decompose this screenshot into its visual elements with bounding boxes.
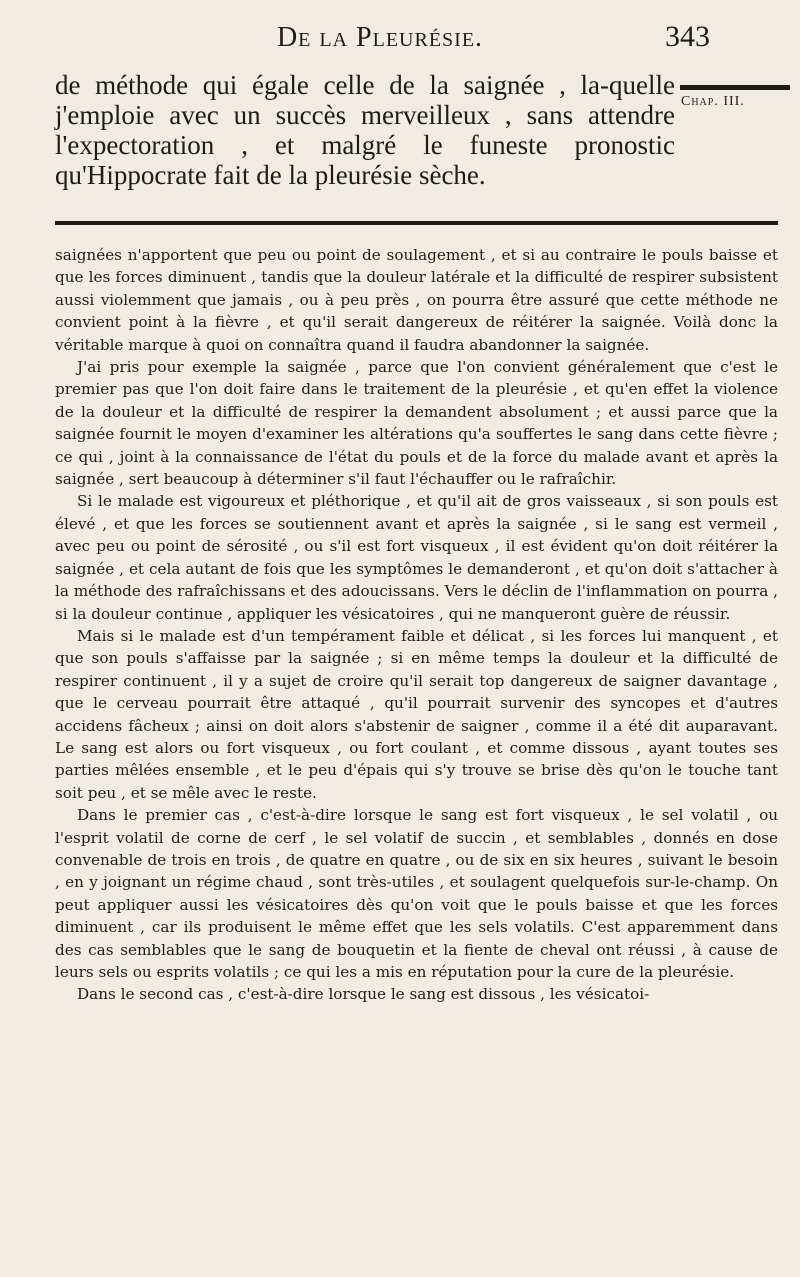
footnote-paragraph: Dans le premier cas , c'est-à-dire lorsque le sang est fort visqueux , le sel volatil , ou l'esprit volatil de corne de cerf , le sel volatif de succin , et semblables , donnés en dose convenable de trois en trois , de quatre en quatre , ou de six en six heures , suivant le besoin , en y joignant un régime chaud , sont très-utiles , et soulagent quelquefois sur-le-champ. On peut appliquer aussi les vésicatoires dès qu'on voit que le pouls baisse et que les forces diminuent , car ils produisent le même effet que les sels volatils. C'est apparemment dans des cas semblables que le sang de bouquetin et la fiente de cheval ont réussi , à cause de leurs sels ou esprits volatils ; ce qui les a mis en réputation pour la cure de la pleurésie. bbox=[55, 806, 778, 981]
footnote-paragraph: saignées n'apportent que peu ou point de soulagement , et si au contraire le pouls baisse et que les forces diminuent , tandis que la douleur latérale et la difficulté de respirer subsistent aussi violemment que jamais , ou à peu près , on pourra être assuré que cette méthode ne convient point à la fièvre , et qu'il serait dangereux de réitérer la saignée. Voilà donc la véritable marque à quoi on connaîtra quand il faudra abandonner la saignée. bbox=[55, 246, 778, 354]
footnote-paragraph: Mais si le malade est d'un tempérament faible et délicat , si les forces lui manquent , et que son pouls s'affaisse par la saignée ; si en même temps la douleur et la difficulté de respirer continuent , il y a sujet de croire qu'il serait top dangereux de saigner davantage , que le cerveau pourrait être attaqué , qu'il pourrait survenir des syncopes et d'autres accidens fâcheux ; ainsi on doit alors s'abstenir de saigner , comme il a été dit auparavant. Le sang est alors ou fort visqueux , ou fort coulant , et comme dissous , ayant toutes ses parties mêlées ensemble , et le peu d'épais qui s'y trouve se brise dès qu'on le touche tant soit peu , et se mêle avec le reste. bbox=[55, 626, 778, 802]
footnote-paragraph: Dans le second cas , c'est-à-dire lorsque le sang est dissous , les vésicatoi- bbox=[77, 985, 650, 1004]
margin-rule bbox=[680, 85, 790, 90]
page-number: 343 bbox=[665, 20, 710, 53]
main-paragraph: de méthode qui égale celle de la saignée , la-quelle j'emploie avec un succès merveilleux , sans attendre l'expectoration , et malgré le funeste pronostic qu'Hippocrate fait de la pleurésie sèche. bbox=[55, 70, 675, 190]
chapter-margin-note: Chap. III. bbox=[681, 94, 745, 109]
footnote-block bbox=[55, 244, 778, 1006]
footnote-divider bbox=[55, 221, 778, 225]
page-header bbox=[0, 18, 800, 58]
footnote-paragraph: Si le malade est vigoureux et pléthorique , et qu'il ait de gros vaisseaux , si son pouls est élevé , et que les forces se soutiennent avant et après la saignée , si le sang est vermeil , avec peu ou point de sérosité , ou s'il est fort visqueux , il est évident qu'on doit réitérer la saignée , et cela autant de fois que les symptômes le demanderont , et qu'on doit s'attacher à la méthode des rafraîchissans et des adoucissans. Vers le déclin de l'inflammation on pourra , si la douleur continue , appliquer les vésicatoires , qui ne manqueront guère de réussir. bbox=[55, 492, 778, 623]
footnote-paragraph: J'ai pris pour exemple la saignée , parce que l'on convient généralement que c'est le premier pas que l'on doit faire dans le traitement de la pleurésie , et qu'en effet la violence de la douleur et la difficulté de respirer la demandent absolument ; et aussi parce que la saignée fournit le moyen d'examiner les altérations qu'a souffertes le sang dans cette fièvre ; ce qui , joint à la connaissance de l'état du pouls et de la force du malade avant et après la saignée , sert beaucoup à déterminer s'il faut l'échauffer ou le rafraîchir. bbox=[55, 358, 778, 489]
running-title: De la Pleurésie. bbox=[276, 22, 484, 53]
